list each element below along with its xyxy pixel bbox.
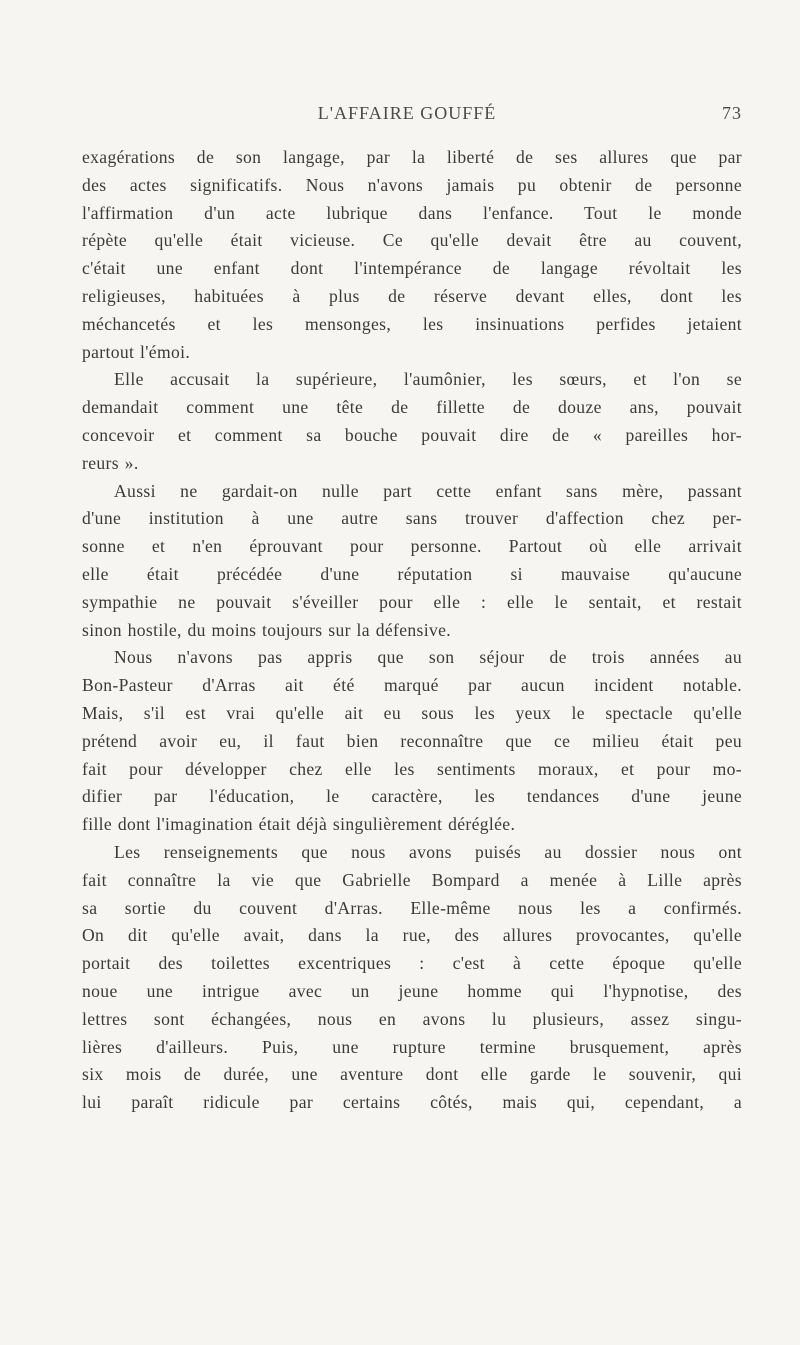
text-line: Elle accusait la supérieure, l'aumônier, les sœurs, et l'on se (114, 369, 742, 390)
text-line: des actes significatifs. Nous n'avons jamais pu obtenir de personne (82, 174, 742, 195)
text-line: partout l'émoi. (82, 341, 191, 362)
text-line: Mais, s'il est vrai qu'elle ait eu sous les yeux le spectacle qu'elle (82, 702, 742, 723)
text-line: fait pour développer chez elle les sentiments moraux, et pour mo- (82, 758, 742, 779)
paragraph (82, 144, 742, 366)
running-head (72, 103, 742, 127)
text-line: concevoir et comment sa bouche pouvait dire de « pareilles hor- (82, 424, 742, 445)
text-line: six mois de durée, une aventure dont elle garde le souvenir, qui (82, 1064, 742, 1085)
text-line: Bon-Pasteur d'Arras ait été marqué par aucun incident notable. (82, 675, 742, 696)
text-line: sympathie ne pouvait s'éveiller pour elle : elle le sentait, et restait (82, 591, 742, 612)
running-title: L'AFFAIRE GOUFFÉ (317, 103, 497, 123)
text-line: Nous n'avons pas appris que son séjour de trois années au (114, 647, 742, 668)
text-line: elle était précédée d'une réputation si mauvaise qu'aucune (82, 563, 742, 584)
text-line: sinon hostile, du moins toujours sur la défensive. (82, 619, 452, 640)
text-line: demandait comment une tête de fillette de douze ans, pouvait (82, 397, 742, 418)
text-line: c'était une enfant dont l'intempérance de langage révoltait les (82, 258, 742, 279)
text-line: lettres sont échangées, nous en avons lu plusieurs, assez singu- (82, 1008, 742, 1029)
text-line: prétend avoir eu, il faut bien reconnaître que ce milieu était peu (82, 730, 742, 751)
text-line: exagérations de son langage, par la liberté de ses allures que par (82, 147, 742, 167)
paragraph (82, 644, 742, 839)
paragraph (82, 366, 742, 477)
text-line: méchancetés et les mensonges, les insinuations perfides jetaient (82, 313, 742, 334)
text-line: Les renseignements que nous avons puisés au dossier nous ont (114, 841, 742, 862)
text-line: religieuses, habituées à plus de réserve devant elles, dont les (82, 285, 742, 306)
text-line: répète qu'elle était vicieuse. Ce qu'elle devait être au couvent, (82, 230, 742, 251)
text-line: fait connaître la vie que Gabrielle Bompard a menée à Lille après (82, 869, 742, 890)
text-line: noue une intrigue avec un jeune homme qui l'hypnotise, des (82, 980, 742, 1001)
text-line: lui paraît ridicule par certains côtés, mais qui, cependant, a (82, 1092, 742, 1113)
text-line: l'affirmation d'un acte lubrique dans l'enfance. Tout le monde (82, 202, 742, 223)
text-line: sonne et n'en éprouvant pour personne. Partout où elle arrivait (82, 536, 742, 557)
text-line: portait des toilettes excentriques : c'est à cette époque qu'elle (82, 953, 742, 974)
text-line: reurs ». (82, 452, 139, 473)
text-line: sa sortie du couvent d'Arras. Elle-même nous les a confirmés. (82, 897, 742, 918)
text-line: d'une institution à une autre sans trouver d'affection chez per- (82, 508, 742, 529)
text-line: lières d'ailleurs. Puis, une rupture termine brusquement, après (82, 1036, 742, 1057)
paragraph (82, 839, 742, 1117)
text-line: On dit qu'elle avait, dans la rue, des allures provocantes, qu'elle (82, 925, 742, 946)
paragraph (82, 478, 742, 645)
body-text (82, 144, 742, 1117)
text-line: fille dont l'imagination était déjà singulièrement déréglée. (82, 814, 516, 835)
text-line: Aussi ne gardait-on nulle part cette enfant sans mère, passant (114, 480, 742, 501)
page-number: 73 (722, 103, 742, 123)
text-line: difier par l'éducation, le caractère, les tendances d'une jeune (82, 786, 742, 807)
